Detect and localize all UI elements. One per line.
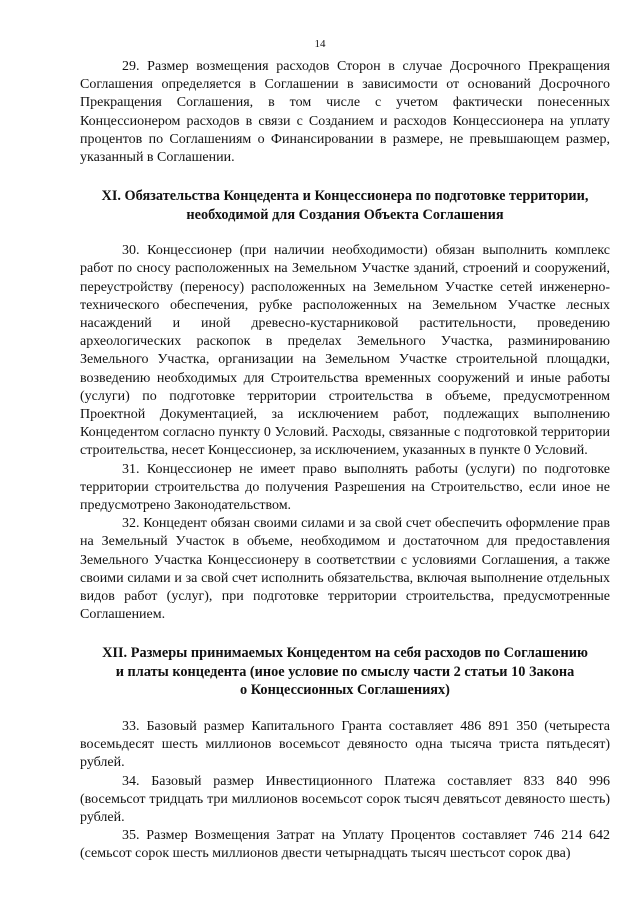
paragraph-33: 33. Базовый размер Капитального Гранта составляет 486 891 350 (четыреста восемьдесят шесть миллионов восемьсот девяносто одна тысяча триста пятьдесят) рублей. xyxy=(80,718,610,771)
paragraph-35: 35. Размер Возмещения Затрат на Уплату Процентов составляет 746 214 642 (семьсот сорок шесть миллионов двести четырнадцать тысяч шестьсот сорок два) xyxy=(80,828,610,862)
document-body xyxy=(80,58,610,864)
section-12-heading-line-2: и платы концедента (иное условие по смыслу части 2 статьи 10 Закона xyxy=(115,663,575,680)
section-12-heading xyxy=(80,644,610,700)
section-11-heading xyxy=(80,187,610,224)
section-11-heading-line-1: XI. Обязательства Концедента и Концессионера по подготовке территории, xyxy=(101,188,589,205)
section-12-heading-line-1: XII. Размеры принимаемых Концедентом на себя расходов по Соглашению xyxy=(102,645,588,662)
paragraph-34: 34. Базовый размер Инвестиционного Платежа составляет 833 840 996 (восемьсот тридцать три миллионов восемьсот сорок тысяч девятьсот девяносто шесть) рублей. xyxy=(80,773,610,825)
paragraph-32: 32. Концедент обязан своими силами и за свой счет обеспечить оформление прав на Земельный Участок в объеме, необходимом и достаточном для предоставления Земельного Участка Концессионеру в соответствии с условиями Соглашения, а также своими силами и за свой счет исполнить обязательства, включая выполнение отдельных видов работ (услуг), при подготовке территории строительства, предусмотренные Соглашением. xyxy=(80,516,610,623)
paragraph-30: 30. Концессионер (при наличии необходимости) обязан выполнить комплекс работ по сносу расположенных на Земельном Участке зданий, строений и сооружений, переустройству (переносу) расположенных на Земельном Участке сетей инженерно-технического обеспечения, рубке расположенных на Земельном Участке лесных насаждений и иной древесно-кустарниковой растительности, проведению археологических раскопок в пределах Земельного Участка, разминированию Земельного Участка, организации на Земельном Участке строительной площадки, возведению необходимых для Строительства временных сооружений и иные работы (услуги) по подготовке территории строительства в объеме, предусмотренном Проектной Документацией, за исключением работ, подлежащих выполнению Концедентом согласно пункту 0 Условий. Расходы, связанные с подготовкой территории строительства, несет Концессионер, за исключением, указанных в пункте 0 Условий. xyxy=(80,243,610,459)
section-12-heading-line-3: о Концессионных Соглашениях) xyxy=(240,682,450,699)
paragraph-31: 31. Концессионер не имеет право выполнять работы (услуги) по подготовке территории строительства до получения Разрешения на Строительство, если иное не предусмотрено Законодательством. xyxy=(80,461,610,514)
page-number: 14 xyxy=(314,38,326,50)
section-11-heading-line-2: необходимой для Создания Объекта Соглашения xyxy=(186,206,504,223)
paragraph-29: 29. Размер возмещения расходов Сторон в случае Досрочного Прекращения Соглашения определяется в Соглашении в зависимости от оснований Досрочного Прекращения Соглашения, в том числе с учетом фактически понесенных Концессионером расходов в связи с Созданием и расходов Концессионера на уплату процентов по Соглашениям о Финансировании в размере, не превышающем размер, указанный в Соглашении. xyxy=(80,59,610,166)
